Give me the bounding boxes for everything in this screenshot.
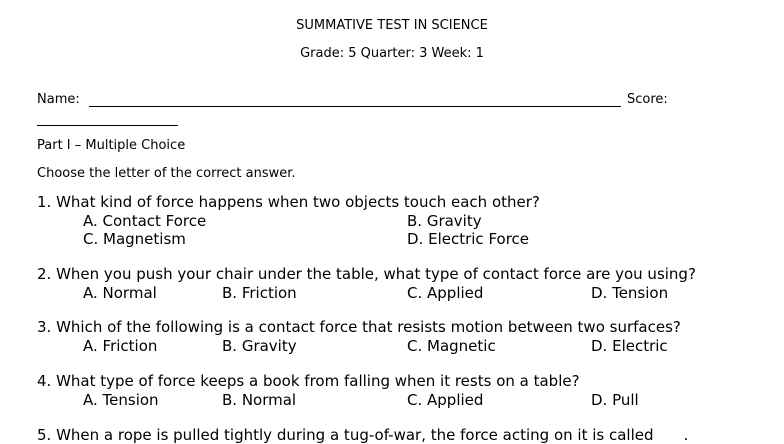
- question-4-option-c: C. Applied: [407, 391, 484, 409]
- question-2-option-b: B. Friction: [222, 284, 297, 302]
- question-2-option-c: C. Applied: [407, 284, 484, 302]
- question-1-option-a: A. Contact Force: [83, 212, 207, 230]
- question-4: 4. What type of force keeps a book from falling when it rests on a table?: [37, 372, 580, 390]
- name-label: Name:: [37, 92, 80, 107]
- instructions: Choose the letter of the correct answer.: [37, 166, 296, 181]
- test-subtitle: Grade: 5 Quarter: 3 Week: 1: [300, 46, 484, 61]
- question-1-option-d: D. Electric Force: [407, 230, 530, 248]
- question-2-option-a: A. Normal: [83, 284, 157, 302]
- question-1: 1. What kind of force happens when two objects touch each other?: [37, 193, 540, 211]
- question-1-option-b: B. Gravity: [407, 212, 482, 230]
- question-3-option-c: C. Magnetic: [407, 337, 496, 355]
- question-4-option-b: B. Normal: [222, 391, 297, 409]
- question-3: 3. Which of the following is a contact force that resists motion between two surfaces?: [37, 318, 681, 336]
- part-title: Part I – Multiple Choice: [37, 138, 186, 153]
- question-2: 2. When you push your chair under the table, what type of contact force are you using?: [37, 265, 696, 283]
- score-label: Score:: [627, 92, 668, 107]
- question-1-option-c: C. Magnetism: [83, 230, 186, 248]
- question-5-text: 5. When a rope is pulled tightly during a tug-of-war, the force acting on it is called: [37, 426, 654, 444]
- test-title: SUMMATIVE TEST IN SCIENCE: [296, 18, 488, 33]
- score-field-line[interactable]: [37, 125, 178, 126]
- question-3-option-b: B. Gravity: [222, 337, 297, 355]
- question-4-option-a: A. Tension: [83, 391, 159, 409]
- question-5-end: .: [683, 426, 689, 444]
- question-2-option-d: D. Tension: [591, 284, 669, 302]
- name-field-line[interactable]: [89, 106, 621, 107]
- question-5: [37, 426, 688, 444]
- question-4-option-d: D. Pull: [591, 391, 639, 409]
- question-3-option-a: A. Friction: [83, 337, 158, 355]
- question-3-option-d: D. Electric: [591, 337, 668, 355]
